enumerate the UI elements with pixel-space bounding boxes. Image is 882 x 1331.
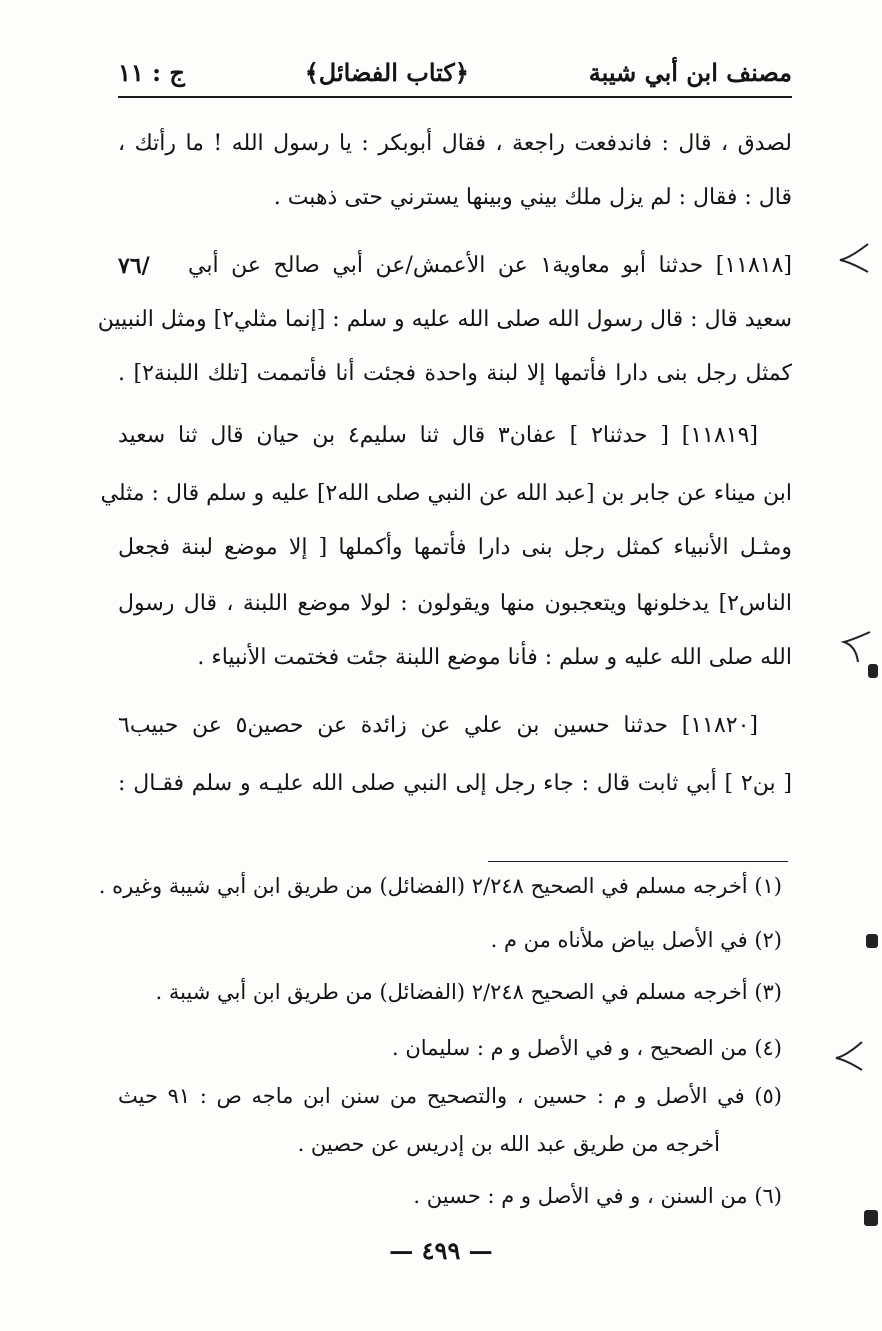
body-line: لصدق ، قال : فاندفعت راجعة ، فقال أبوبكر : يا رسول الله ! ما رأتك ، bbox=[118, 131, 792, 156]
footnote: (١) أخرجه مسلم في الصحيح ٢/٢٤٨ (الفضائل) من طريق ابن أبي شيبة وغيره . bbox=[98, 874, 782, 898]
body-line: [١١٨٢٠] حدثنا حسين بن علي عن زائدة عن حصين٥ عن حبيب٦ bbox=[118, 713, 758, 738]
body-line: ومثـل الأنبياء كمثل رجل بنى دارا فأتمها وأكملها [ إلا موضع لبنة فجعل bbox=[118, 535, 792, 560]
body-line: سعيد قال : قال رسول الله صلى الله عليه و سلم : [إنما مثلي٢] ومثل النبيين bbox=[97, 307, 792, 332]
page-header bbox=[118, 52, 792, 92]
footnote: أخرجه من طريق عبد الله بن إدريس عن حصين . bbox=[297, 1132, 720, 1156]
chapter-title: ﴿كتاب الفضائل﴾ bbox=[304, 57, 469, 87]
margin-mark-icon bbox=[836, 240, 870, 276]
header-rule bbox=[118, 96, 792, 98]
body-line: [ بن٢ ] أبي ثابت قال : جاء رجل إلى النبي صلى الله عليـه و سلم فقـال : bbox=[118, 771, 793, 796]
footnote: (٢) في الأصل بياض ملأناه من م . bbox=[490, 928, 782, 952]
body-line: ابن ميناء عن جابر بن [عبد الله عن النبي صلى الله٢] عليه و سلم قال : مثلي bbox=[100, 481, 792, 506]
margin-mark-icon bbox=[838, 628, 872, 664]
volume-number: ج : ١١ bbox=[118, 57, 185, 87]
footnote: (٤) من الصحيح ، و في الأصل و م : سليمان . bbox=[392, 1036, 782, 1060]
body-line: [١١٨١٩] [ حدثنا٢ ] عفان٣ قال ثنا سليم٤ بن حيان قال ثنا سعيد bbox=[118, 423, 759, 448]
margin-blot-icon bbox=[864, 1210, 878, 1226]
book-title: مصنف ابن أبي شيبة bbox=[588, 57, 792, 87]
marginal-number: ٧٦/ bbox=[118, 253, 150, 279]
body-line: الله صلى الله عليه و سلم : فأنا موضع اللبنة جئت فختمت الأنبياء . bbox=[197, 645, 792, 670]
body-line: [١١٨١٨] حدثنا أبو معاوية١ عن الأعمش/عن أبي صالح عن أبي bbox=[188, 253, 793, 278]
body-line: قال : فقال : لم يزل ملك بيني وبينها يسترني حتى ذهبت . bbox=[273, 185, 792, 210]
body-line: الناس٢] يدخلونها ويتعجبون منها ويقولون : لولا موضع اللبنة ، قال رسول bbox=[118, 591, 792, 616]
footnote: (٣) أخرجه مسلم في الصحيح ٢/٢٤٨ (الفضائل) من طريق ابن أبي شيبة . bbox=[155, 980, 782, 1004]
margin-blot-icon bbox=[866, 934, 878, 948]
footnote: (٥) في الأصل و م : حسين ، والتصحيح من سنن ابن ماجه ص : ٩١ حيث bbox=[118, 1084, 782, 1108]
body-line: كمثل رجل بنى دارا فأتمها إلا لبنة واحدة فجئت أنا فأتممت [تلك اللبنة٢] . bbox=[118, 361, 792, 386]
footnote: (٦) من السنن ، و في الأصل و م : حسين . bbox=[413, 1184, 782, 1208]
footnote-rule bbox=[488, 861, 788, 862]
margin-blot-icon bbox=[868, 664, 878, 678]
margin-mark-icon bbox=[832, 1038, 866, 1074]
page-number: — ٤٩٩ — bbox=[389, 1236, 493, 1265]
